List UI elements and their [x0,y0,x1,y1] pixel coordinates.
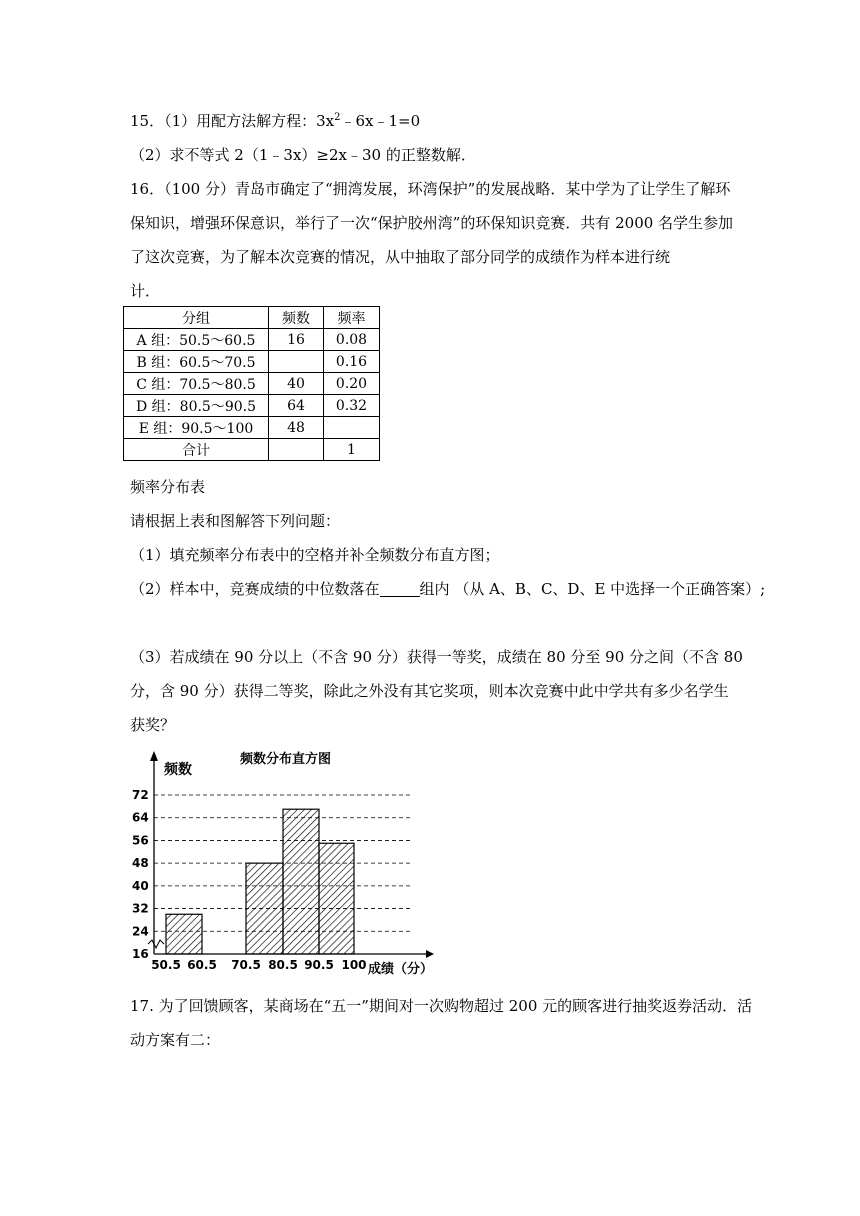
table-header: 频率 [324,307,380,329]
table-row [124,351,380,373]
y-tick-label: 32 [132,901,149,916]
y-tick-label: 48 [132,856,149,871]
table-cell: C 组：70.5～80.5 [124,373,269,395]
q16-sub2-after: 组内 （从 A、B、C、D、E 中选择一个正确答案）; [419,580,766,598]
q17-line-1: 17. 为了回馈顾客，某商场在“五一”期间对一次购物超过 200 元的顾客进行抽奖返券活动．活 [130,997,753,1015]
x-tick-label: 90.5 [304,958,334,972]
q16-line-2: 保知识，增强环保意识，举行了一次“保护胶州湾”的环保知识竞赛．共有 2000 名学生参加 [130,214,734,232]
q16-sub1: （1）填充频率分布表中的空格并补全频数分布直方图； [130,546,500,564]
x-tick-label: 80.5 [268,958,298,972]
q16-line-1: 16．（100 分）青岛市确定了“拥湾发展，环湾保护”的发展战略．某中学为了让学生了解环 [130,180,731,198]
frequency-histogram [128,745,448,980]
table-cell: D 组：80.5～90.5 [124,395,269,417]
histogram-bar [319,843,354,954]
q16-line-4: 计． [130,282,161,300]
table-cell: E 组：90.5～100 [124,417,269,439]
table-cell: 48 [269,417,324,439]
q16-sub3-line-3: 获奖？ [130,716,176,734]
x-tick-label: 60.5 [187,958,217,972]
table-row [124,373,380,395]
table-cell [269,351,324,373]
q16-sub3-line-1: （3）若成绩在 90 分以上（不含 90 分）获得一等奖，成绩在 80 分至 90 分之间（不含 80 [130,648,743,666]
q15-part1-suffix: ﹣6x﹣1=0 [340,112,421,130]
table-cell: 合计 [124,439,269,461]
table-cell: 64 [269,395,324,417]
table-cell: 0.20 [324,373,380,395]
table-cell [269,439,324,461]
x-tick-label: 50.5 [151,958,181,972]
table-cell: 0.32 [324,395,380,417]
x-axis-arrow [426,950,434,958]
table-cell: B 组：60.5～70.5 [124,351,269,373]
y-tick-label: 16 [132,947,149,961]
x-tick-label: 100 [341,958,367,972]
table-row [124,417,380,439]
table-header: 分组 [124,307,269,329]
y-tick-label: 56 [132,833,149,848]
histogram-bar [283,809,319,954]
q16-sub2-before: （2）样本中，竞赛成绩的中位数落在 [130,580,380,598]
table-header-row [124,307,380,329]
q15-exponent: 2 [334,112,341,123]
q16-sub2 [130,579,765,599]
q16-prompt: 请根据上表和图解答下列问题： [130,512,341,530]
y-tick-label: 40 [132,878,149,893]
table-cell [324,417,380,439]
x-tick-label: 70.5 [231,958,261,972]
table-cell: 0.16 [324,351,380,373]
table-cell: 0.08 [324,329,380,351]
table-caption: 频率分布表 [130,478,206,496]
table-row [124,395,380,417]
table-row [124,329,380,351]
histogram-bar [246,863,283,954]
q16-sub3-line-2: 分，含 90 分）获得二等奖，除此之外没有其它奖项，则本次竞赛中此中学共有多少名学生 [130,682,729,700]
y-axis-label: 频数 [164,762,192,778]
q16-line-3: 了这次竞赛，为了解本次竞赛的情况，从中抽取了部分同学的成绩作为样本进行统 [130,248,671,266]
table-row [124,439,380,461]
q17-line-2: 动方案有二： [130,1031,221,1049]
frequency-table [123,306,380,461]
x-axis-label: 成绩（分） [368,962,434,977]
y-axis-arrow [150,751,158,761]
y-tick-label: 72 [132,788,149,802]
q15-part1 [130,111,420,131]
axis-break-mark [148,940,164,948]
table-cell: 16 [269,329,324,351]
chart-title: 频数分布直方图 [240,752,332,767]
answer-blank [380,581,420,597]
q15-part2: （2）求不等式 2（1﹣3x）≥2x﹣30 的正整数解． [130,146,476,164]
histogram-bar [166,914,202,954]
table-cell: A 组：50.5～60.5 [124,329,269,351]
table-header: 频数 [269,307,324,329]
q15-part1-prefix: 15．（1）用配方法解方程：3x [130,112,335,130]
y-tick-label: 24 [132,924,149,939]
y-tick-label: 64 [132,810,149,825]
table-cell: 1 [324,439,380,461]
table-cell: 40 [269,373,324,395]
